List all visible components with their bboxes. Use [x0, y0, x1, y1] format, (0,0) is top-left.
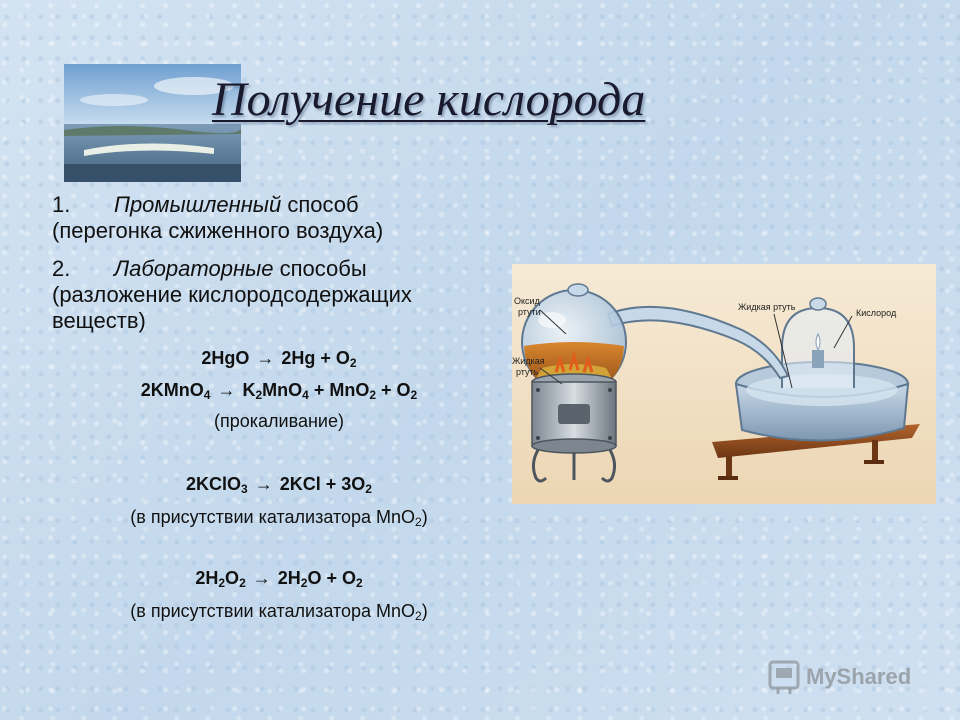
method-lead: Промышленный [114, 192, 282, 217]
myshared-logo-icon [770, 662, 798, 694]
label-liquid-mercury-right: Жидкая ртуть [738, 302, 796, 312]
label-oxygen: Кислород [856, 308, 897, 318]
label-liquid-mercury-left: Жидкая ртуть [512, 356, 545, 377]
note-catalyst: (в присутствии катализатора MnO$_2$) [130, 601, 428, 623]
method-industrial [52, 192, 383, 244]
label-mercury-oxide: Оксид ртути [514, 296, 541, 317]
equation-kmno4: 2KMnO$_4$ → $K_2MnO_4 + MnO_2 + O_2$ [140, 380, 418, 402]
arrow-icon: → [217, 380, 236, 400]
note-catalyst: (в присутствии катализатора MnO$_2$) [130, 507, 428, 529]
equation-hgo: $2HgO \to 2Hg + O_2$ [201, 348, 357, 370]
method-detail: (разложение кислородсодержащих веществ) [52, 282, 412, 333]
myshared-watermark [766, 654, 936, 698]
note-calcination: (прокаливание) [214, 411, 344, 431]
arrow-icon: → [256, 348, 275, 368]
method-laboratory [52, 256, 502, 334]
method-detail: (перегонка сжиженного воздуха) [52, 218, 384, 243]
watermark-text: MyShared [806, 664, 912, 689]
method-lead: Лабораторные [114, 256, 274, 281]
page-title: Получение кислорода [212, 73, 646, 126]
method-rest: способы [273, 256, 367, 281]
method-rest: способ [281, 192, 359, 217]
arrow-icon: → [252, 568, 271, 588]
equation-h2o2: $2H_2O_2 \to 2H_2O + O_2$ [195, 568, 363, 590]
apparatus-illustration [512, 264, 936, 504]
list-number: 2. [52, 256, 71, 281]
equation-kclo3: 2KClO$_3$ → $2KCl + 3O_2$ [186, 474, 372, 496]
arrow-icon: → [254, 474, 273, 494]
list-number: 1. [52, 192, 71, 217]
